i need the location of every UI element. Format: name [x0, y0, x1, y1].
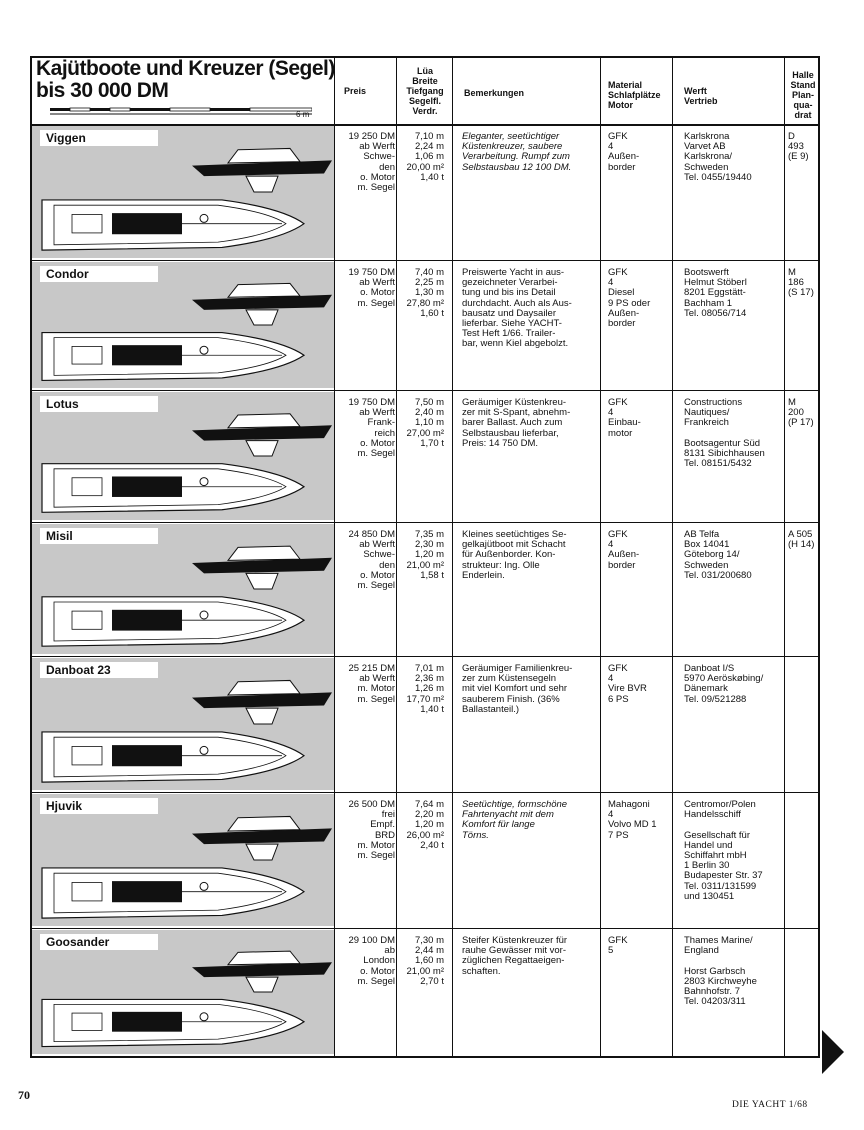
boat-name-label: Danboat 23 — [40, 662, 158, 678]
boat-drawing — [32, 126, 334, 258]
row-divider — [30, 656, 820, 657]
column-divider — [784, 56, 785, 1058]
shipyard-cell: Thames Marine/ England Horst Garbsch 2803 Kirchweyhe Bahnhofstr. 7 Tel. 04203/311 — [684, 935, 757, 1008]
header-masse: Lüa Breite Tiefgang Segelfl. Verdr. — [406, 66, 444, 116]
row-divider — [30, 260, 820, 261]
boat-name-label: Hjuvik — [40, 798, 158, 814]
column-divider — [396, 56, 397, 1058]
row-divider — [30, 928, 820, 929]
dimensions-cell: 7,01 m 2,36 m 1,26 m 17,70 m² 1,40 t — [406, 663, 444, 715]
price-cell: 26 500 DM frei Empf. BRD m. Motor m. Segel — [348, 799, 395, 862]
row-divider — [30, 792, 820, 793]
title-line-2: bis 30 000 DM — [36, 79, 169, 102]
shipyard-cell: Centromor/Polen Handelsschiff Gesellschaft für Handel und Schiffahrt mbH 1 Berlin 30 Budapester Str. 37 Tel. 0311/131599 und 130451 — [684, 799, 763, 902]
material-cell: GFK 4 Einbau- motor — [608, 397, 641, 439]
title-line-1: Kajütboote und Kreuzer (Segel) — [36, 57, 335, 80]
price-cell: 19 750 DM ab Werft o. Motor m. Segel — [348, 267, 395, 309]
material-cell: GFK 4 Außen- border — [608, 131, 640, 173]
header-preis: Preis — [344, 86, 367, 96]
row-divider — [30, 522, 820, 523]
remarks-cell: Preiswerte Yacht in aus- gezeichneter Verarbei- tung und bis ins Detail durchdacht. Auch als Aus- bausatz und Daysailer lieferbar. Siehe YACHT- Test Heft 1/66. Trailer- bar, wenn Kiel abgebolzt. — [462, 267, 572, 350]
boat-drawing — [32, 930, 334, 1054]
material-cell: GFK 4 Vire BVR 6 PS — [608, 663, 647, 705]
shipyard-cell: Constructions Nautiques/ Frankreich Bootsagentur Süd 8131 Sibichhausen Tel. 08151/5432 — [684, 397, 765, 470]
boat-drawing — [32, 262, 334, 388]
page-title — [36, 58, 335, 102]
shipyard-cell: Bootswerft Helmut Stöberl 8201 Eggstätt- Bachham 1 Tel. 08056/714 — [684, 267, 747, 319]
remarks-cell: Steifer Küstenkreuzer für rauhe Gewässer mit vor- züglichen Regattaeigen- schaften. — [462, 935, 568, 977]
boat-name-label: Viggen — [40, 130, 158, 146]
dimensions-cell: 7,35 m 2,30 m 1,20 m 21,00 m² 1,58 t — [406, 529, 444, 581]
material-cell: Mahagoni 4 Volvo MD 1 7 PS — [608, 799, 657, 841]
dimensions-cell: 7,40 m 2,25 m 1,30 m 27,80 m² 1,60 t — [406, 267, 444, 319]
price-cell: 25 215 DM ab Werft m. Motor m. Segel — [348, 663, 395, 705]
shipyard-cell: Karlskrona Varvet AB Karlskrona/ Schweden Tel. 0455/19440 — [684, 131, 752, 183]
boat-name-label: Lotus — [40, 396, 158, 412]
material-cell: GFK 4 Diesel 9 PS oder Außen- border — [608, 267, 651, 330]
header-material: Material Schlafplätze Motor — [608, 80, 661, 110]
remarks-cell: Geräumiger Familienkreu- zer zum Küstensegeln mit viel Komfort und sehr sauberem Finish. (36% Ballastanteil.) — [462, 663, 573, 715]
page-number: 70 — [18, 1088, 30, 1102]
footer-magazine: DIE YACHT 1/68 — [732, 1100, 808, 1110]
boat-name-label: Misil — [40, 528, 158, 544]
column-divider — [600, 56, 601, 1058]
remarks-cell: Geräumiger Küstenkreu- zer mit S-Spant, abnehm- barer Ballast. Auch zum Selbstausbau lieferbar, Preis: 14 750 DM. — [462, 397, 571, 449]
header-bemerkungen: Bemerkungen — [464, 88, 525, 98]
price-cell: 24 850 DM ab Werft Schwe- den o. Motor m. Segel — [348, 529, 395, 592]
column-divider — [452, 56, 453, 1058]
hall-stand-cell: M 186 (S 17) — [788, 267, 814, 299]
price-cell: 19 750 DM ab Werft Frank- reich o. Motor m. Segel — [348, 397, 395, 460]
next-page-arrow-icon — [822, 1030, 844, 1074]
header-werft: Werft Vertrieb — [684, 86, 718, 106]
dimensions-cell: 7,64 m 2,20 m 1,20 m 26,00 m² 2,40 t — [406, 799, 444, 851]
remarks-cell: Seetüchtige, formschöne Fahrtenyacht mit dem Komfort für lange Törns. — [462, 799, 568, 841]
shipyard-cell: AB Telfa Box 14041 Göteborg 14/ Schweden Tel. 031/200680 — [684, 529, 752, 581]
header-halle: Halle Stand Plan- qua- drat — [790, 70, 816, 120]
boat-drawing — [32, 658, 334, 790]
boat-name-label: Goosander — [40, 934, 158, 950]
hall-stand-cell: D 493 (E 9) — [788, 131, 809, 163]
column-divider — [334, 56, 335, 1058]
price-cell: 29 100 DM ab London o. Motor m. Segel — [348, 935, 395, 987]
boat-drawing — [32, 392, 334, 520]
shipyard-cell: Danboat I/S 5970 Aeröskøbing/ Dänemark Tel. 09/521288 — [684, 663, 764, 705]
remarks-cell: Kleines seetüchtiges Se- gelkajütboot mit Schacht für Außenborder. Kon- strukteur: Ing. Olle Enderlein. — [462, 529, 567, 581]
hall-stand-cell: A 505 (H 14) — [788, 529, 815, 551]
boat-name-label: Condor — [40, 266, 158, 282]
dimensions-cell: 7,50 m 2,40 m 1,10 m 27,00 m² 1,70 t — [406, 397, 444, 449]
dimensions-cell: 7,10 m 2,24 m 1,06 m 20,00 m² 1,40 t — [406, 131, 444, 183]
material-cell: GFK 5 — [608, 935, 628, 957]
row-divider — [30, 390, 820, 391]
boat-drawing — [32, 794, 334, 926]
price-cell: 19 250 DM ab Werft Schwe- den o. Motor m. Segel — [348, 131, 395, 194]
scale-bar — [50, 104, 312, 116]
boat-drawing — [32, 524, 334, 654]
hall-stand-cell: M 200 (P 17) — [788, 397, 814, 429]
column-divider — [672, 56, 673, 1058]
scale-label: 6 m — [296, 110, 310, 119]
material-cell: GFK 4 Außen- border — [608, 529, 640, 571]
remarks-cell: Eleganter, seetüchtiger Küstenkreuzer, saubere Verarbeitung. Rumpf zum Selbstausbau 12 100 DM. — [462, 131, 572, 173]
dimensions-cell: 7,30 m 2,44 m 1,60 m 21,00 m² 2,70 t — [406, 935, 444, 987]
